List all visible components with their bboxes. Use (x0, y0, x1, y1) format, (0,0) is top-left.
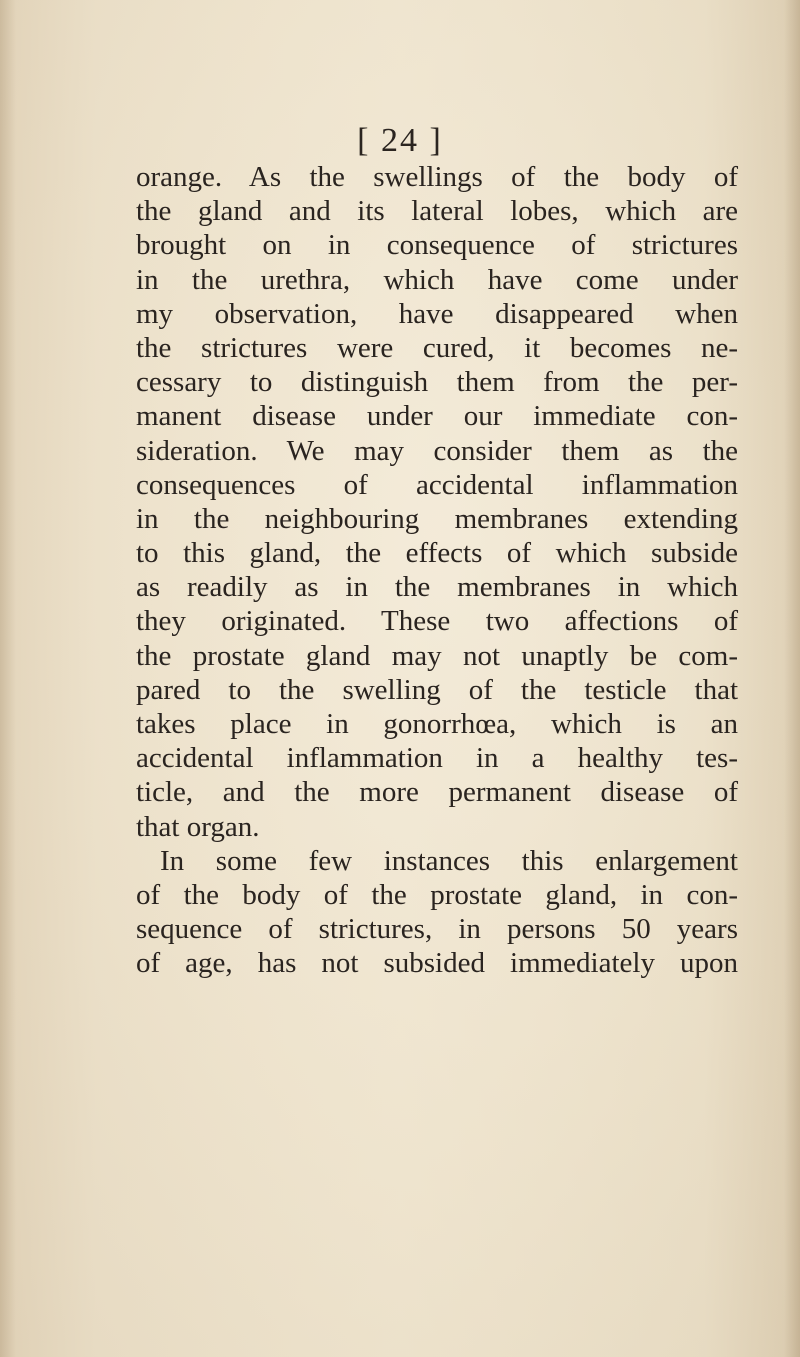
text-line: of age, has not subsided immediately upon (136, 947, 738, 980)
text-line: of the body of the prostate gland, in con- (136, 878, 738, 911)
text-line: they originated. These two affections of (136, 605, 738, 638)
text-line: as readily as in the membranes in which (136, 571, 738, 604)
text-line: manent disease under our immediate con- (136, 400, 738, 433)
text-line: pared to the swelling of the testicle that (136, 673, 738, 706)
text-line: cessary to distinguish them from the per- (136, 366, 738, 399)
text-line: sequence of strictures, in persons 50 years (136, 913, 738, 946)
text-line: sideration. We may consider them as the (136, 434, 738, 467)
paragraph-end-line: that organ. (136, 810, 260, 843)
text-line: takes place in gonorrhœa, which is an (136, 708, 738, 740)
body-text (136, 160, 738, 981)
text-line: to this gland, the effects of which subside (136, 537, 738, 570)
text-line: consequences of accidental inflammation (136, 468, 738, 501)
text-line: in the urethra, which have come under (136, 263, 738, 296)
text-line: the gland and its lateral lobes, which are (136, 195, 738, 228)
text-line: orange. As the swellings of the body of (136, 161, 738, 193)
text-line: accidental inflammation in a healthy tes- (136, 742, 738, 775)
text-line: in the neighbouring membranes extending (136, 502, 738, 535)
text-line: my observation, have disappeared when (136, 297, 738, 330)
page-gutter-shadow (0, 0, 16, 1357)
paragraph-start-line: In some few instances this enlargement (160, 844, 738, 877)
text-line: the prostate gland may not unaptly be com- (136, 639, 738, 672)
text-line: the strictures were cured, it becomes ne- (136, 331, 738, 364)
text-line: brought on in consequence of strictures (136, 229, 738, 262)
page-number: [ 24 ] (357, 122, 443, 159)
text-line: ticle, and the more permanent disease of (136, 776, 738, 809)
page-edge-shadow (784, 0, 800, 1357)
